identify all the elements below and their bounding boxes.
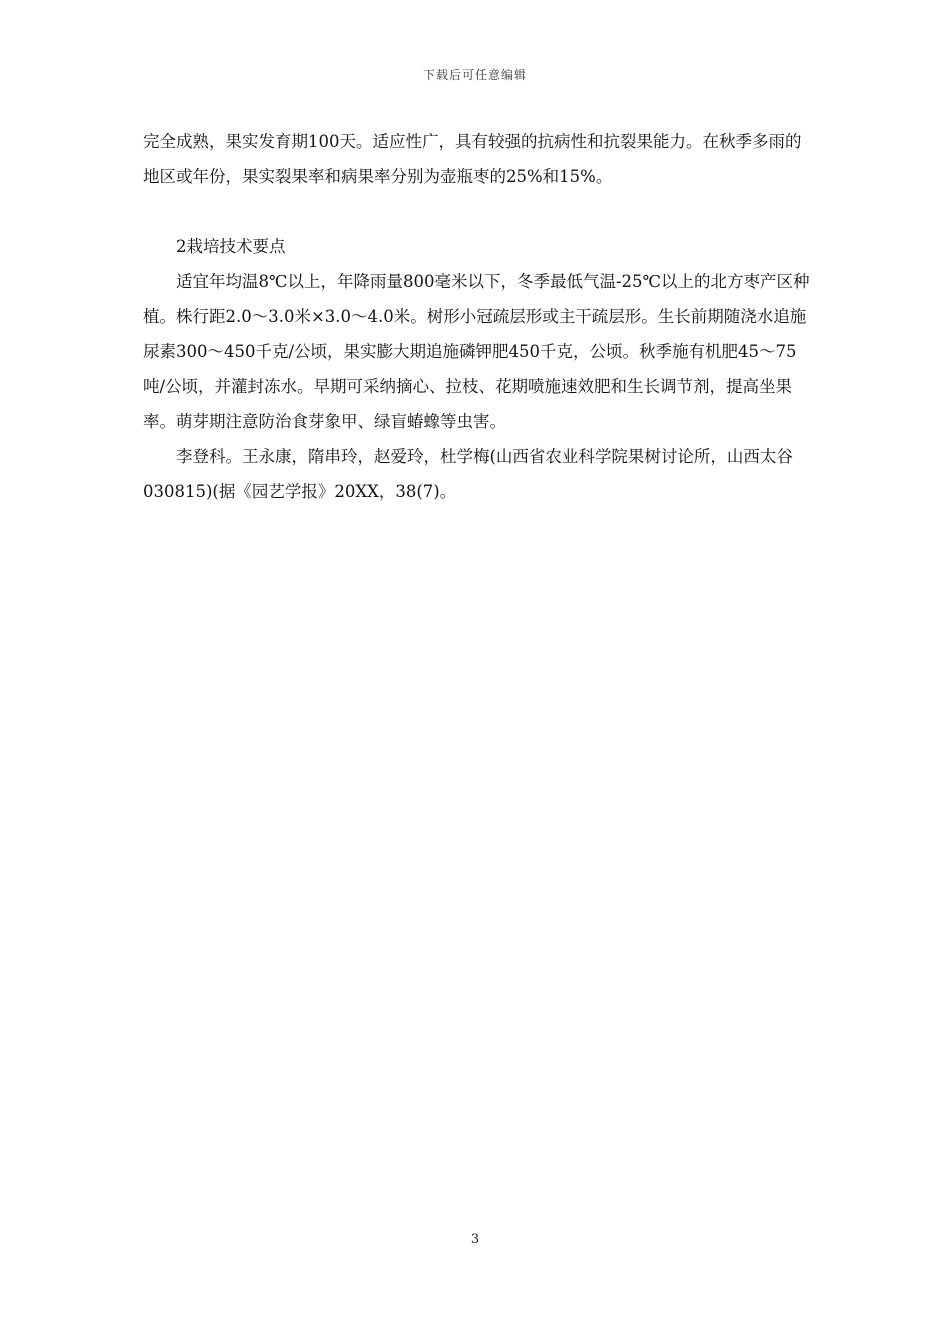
document-body bbox=[143, 124, 813, 509]
section-heading: 2栽培技术要点 bbox=[176, 237, 286, 256]
paragraph-continued: 完全成熟，果实发育期100天。适应性广，具有较强的抗病性和抗裂果能力。在秋季多雨的地区或年份，果实裂果率和病果率分别为壶瓶枣的25%和15%。 bbox=[143, 132, 802, 186]
paragraph-authors: 李登科。王永康，隋串玲，赵爱玲，杜学梅(山西省农业科学院果树讨论所，山西太谷030815)(据《园艺学报》20XX，38(7)。 bbox=[143, 447, 793, 501]
page-number: 3 bbox=[470, 1232, 480, 1247]
page-header: 下载后可任意编辑 bbox=[422, 68, 527, 82]
paragraph-cultivation: 适宜年均温8℃以上，年降雨量800毫米以下，冬季最低气温-25℃以上的北方枣产区种植。株行距2.0～3.0米×3.0～4.0米。树形小冠疏层形或主干疏层形。生长前期随浇水追施尿素300～450千克/公顷，果实膨大期追施磷钾肥450千克，公顷。秋季施有机肥45～75吨/公顷，并灌封冻水。早期可采纳摘心、拉枝、花期喷施速效肥和生长调节剂，提高坐果率。萌芽期注意防治食芽象甲、绿盲蝽蟓等虫害。 bbox=[143, 272, 810, 431]
